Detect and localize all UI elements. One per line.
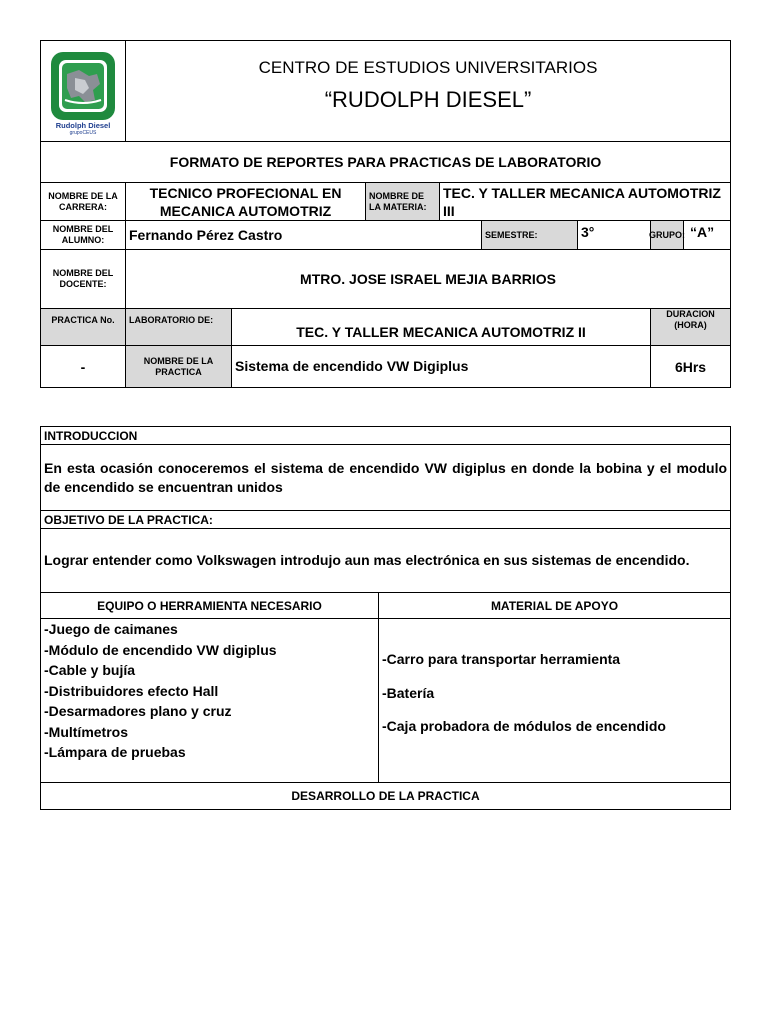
equipment-item: -Desarmadores plano y cruz bbox=[44, 703, 232, 719]
material-list bbox=[379, 619, 731, 783]
equipment-list bbox=[41, 619, 379, 783]
title-cell bbox=[126, 41, 731, 142]
equipment-item: -Juego de caimanes bbox=[44, 621, 178, 637]
equipment-item: -Distribuidores efecto Hall bbox=[44, 682, 219, 699]
institution-name: CENTRO DE ESTUDIOS UNIVERSITARIOS bbox=[258, 58, 598, 77]
teacher-value: MTRO. JOSE ISRAEL MEJIA BARRIOS bbox=[126, 250, 731, 309]
group-cell bbox=[651, 221, 731, 250]
group-label: GRUPO: bbox=[651, 221, 684, 249]
logo-sub-caption: grupoCEUS bbox=[69, 130, 97, 136]
practice-name-label: NOMBRE DE LA PRACTICA bbox=[126, 346, 232, 388]
intro-text: En esta ocasión conoceremos el sistema de encendido VW digiplus en donde la bobina y el modulo de encendido se encuentran unidos bbox=[41, 445, 731, 511]
objective-header: OBJETIVO DE LA PRACTICA: bbox=[41, 511, 731, 529]
equipment-item: -Lámpara de pruebas bbox=[44, 744, 186, 760]
student-value: Fernando Pérez Castro bbox=[126, 221, 482, 250]
lab-value: TEC. Y TALLER MECANICA AUTOMOTRIZ II bbox=[232, 309, 651, 346]
material-item: -Caja probadora de módulos de encendido bbox=[382, 718, 666, 734]
school-logo bbox=[41, 50, 125, 136]
objective-text: Lograr entender como Volkswagen introdujo aun mas electrónica en sus sistemas de encendido. bbox=[41, 529, 731, 593]
equipment-item: -Cable y bujía bbox=[44, 662, 136, 678]
logo-cell bbox=[41, 41, 126, 142]
equipment-item: -Módulo de encendido VW digiplus bbox=[44, 641, 277, 658]
format-title: FORMATO DE REPORTES PARA PRACTICAS DE LABORATORIO bbox=[41, 142, 731, 183]
subject-label: NOMBRE DE LA MATERIA: bbox=[366, 183, 440, 221]
material-header: MATERIAL DE APOYO bbox=[379, 593, 731, 619]
lab-label: LABORATORIO DE: bbox=[126, 309, 232, 346]
semester-value: 3° bbox=[578, 221, 651, 250]
logo-caption: Rudolph Diesel bbox=[55, 121, 111, 130]
student-label: NOMBRE DEL ALUMNO: bbox=[41, 221, 126, 250]
practice-no-label: PRACTICA No. bbox=[41, 309, 126, 346]
group-value: “A” bbox=[690, 224, 715, 240]
material-item: -Batería bbox=[382, 684, 435, 701]
duration-value: 6Hrs bbox=[651, 346, 731, 388]
material-item: -Carro para transportar herramienta bbox=[382, 651, 621, 667]
intro-header: INTRODUCCION bbox=[41, 427, 731, 445]
school-logo-emblem bbox=[45, 50, 121, 122]
report-table bbox=[40, 426, 731, 810]
career-value: TECNICO PROFECIONAL EN MECANICA AUTOMOTRIZ bbox=[126, 183, 366, 221]
practice-no-value: - bbox=[41, 346, 126, 388]
header-info-table bbox=[40, 40, 731, 388]
teacher-label: NOMBRE DEL DOCENTE: bbox=[41, 250, 126, 309]
equipment-item: -Multímetros bbox=[44, 723, 128, 740]
subject-value: TEC. Y TALLER MECANICA AUTOMOTRIZ III bbox=[440, 183, 731, 221]
duration-label: DURACION (HORA) bbox=[651, 309, 731, 346]
equipment-header: EQUIPO O HERRAMIENTA NECESARIO bbox=[41, 593, 379, 619]
career-label: NOMBRE DE LA CARRERA: bbox=[41, 183, 126, 221]
practice-name-value: Sistema de encendido VW Digiplus bbox=[232, 346, 651, 388]
development-header: DESARROLLO DE LA PRACTICA bbox=[41, 783, 731, 810]
semester-label: SEMESTRE: bbox=[482, 221, 578, 250]
school-name: “RUDOLPH DIESEL” bbox=[324, 87, 532, 112]
